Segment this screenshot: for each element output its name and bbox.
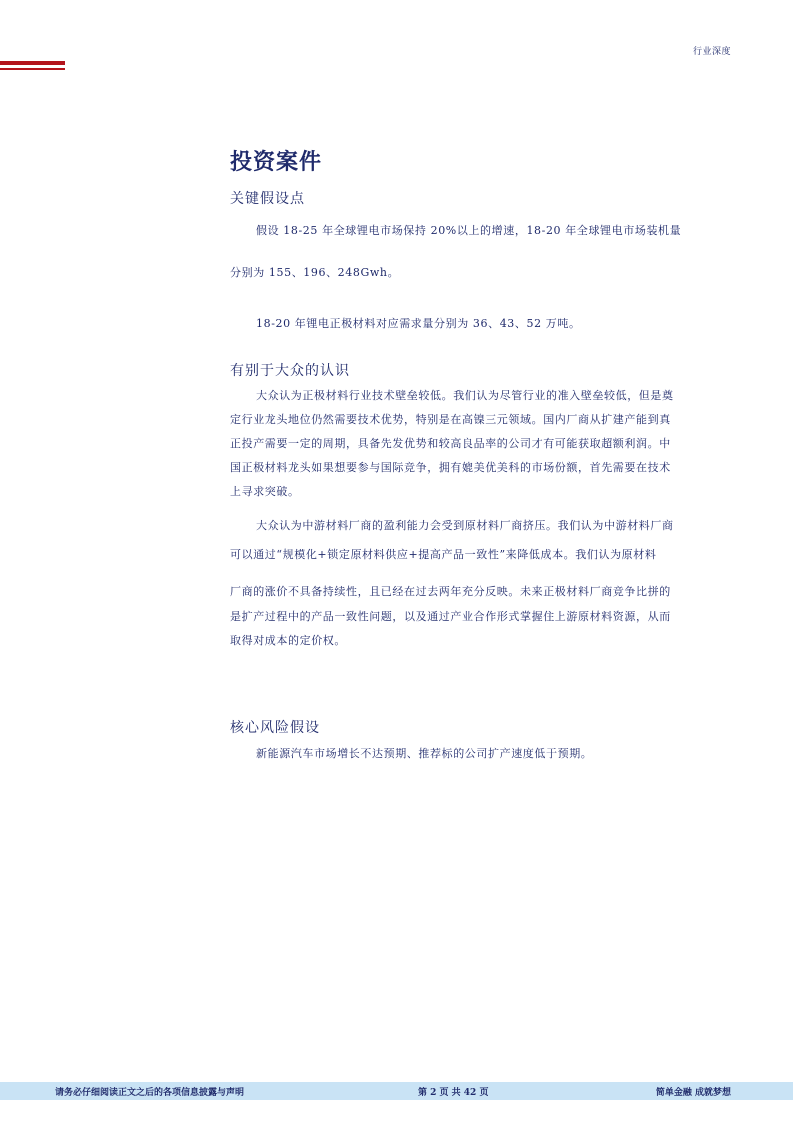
page-title: 投资案件 [230, 149, 323, 175]
paragraph-line: 可以通过“规模化+锁定原材料供应+提高产品一致性”来降低成本。我们认为原材料 [230, 548, 657, 561]
paragraph-line: 18-20 年锂电正极材料对应需求量分别为 36、43、52 万吨。 [256, 317, 581, 330]
paragraph-line: 是扩产过程中的产品一致性问题，以及通过产业合作形式掌握住上游原材料资源，从而 [230, 610, 671, 623]
section-heading-different: 有别于大众的认识 [230, 363, 350, 379]
section-heading-assumptions: 关键假设点 [230, 191, 305, 207]
section-heading-risk: 核心风险假设 [230, 720, 320, 736]
page-footer [0, 1082, 793, 1100]
paragraph-line: 分别为 155、196、248Gwh。 [230, 266, 400, 279]
footer-disclaimer: 请务必仔细阅读正文之后的各项信息披露与声明 [55, 1088, 245, 1098]
paragraph-line: 上寻求突破。 [230, 485, 300, 498]
header-category: 行业深度 [692, 47, 731, 57]
paragraph-line: 假设 18-25 年全球锂电市场保持 20%以上的增速，18-20 年全球锂电市场装机量 [256, 224, 682, 237]
paragraph-line: 新能源汽车市场增长不达预期、推荐标的公司扩产速度低于预期。 [256, 747, 593, 760]
paragraph-line: 定行业龙头地位仍然需要技术优势，特别是在高镍三元领域。国内厂商从扩建产能到真 [230, 413, 671, 426]
footer-page-number: 第 2 页 共 42 页 [418, 1088, 489, 1098]
paragraph-line: 国正极材料龙头如果想要参与国际竞争，拥有媲美优美科的市场份额，首先需要在技术 [230, 461, 671, 474]
paragraph-line: 厂商的涨价不具备持续性，且已经在过去两年充分反映。未来正极材料厂商竞争比拼的 [230, 585, 671, 598]
paragraph-line: 取得对成本的定价权。 [230, 634, 346, 647]
paragraph-line: 正投产需要一定的周期，具备先发优势和较高良品率的公司才有可能获取超额利润。中 [230, 437, 671, 450]
paragraph-line: 大众认为正极材料行业技术壁垒较低。我们认为尽管行业的准入壁垒较低，但是奠 [256, 389, 674, 402]
footer-slogan: 简单金融 成就梦想 [655, 1088, 731, 1098]
paragraph-line: 大众认为中游材料厂商的盈利能力会受到原材料厂商挤压。我们认为中游材料厂商 [256, 519, 674, 532]
header-red-bar [0, 61, 65, 65]
header-red-bar-thin [0, 68, 65, 70]
